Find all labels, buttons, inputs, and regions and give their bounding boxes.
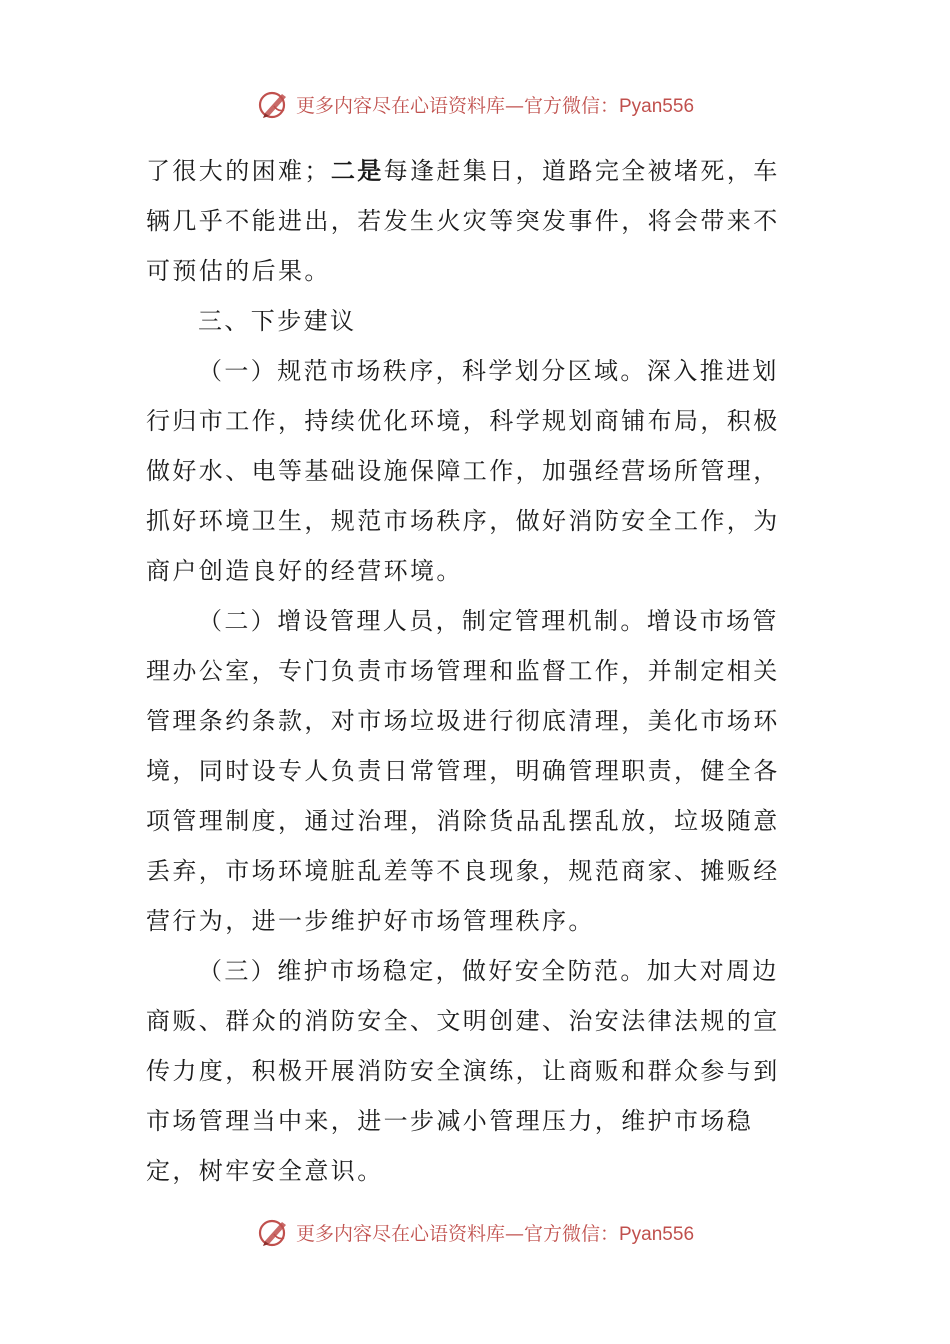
section-heading: 三、下步建议 xyxy=(198,307,357,335)
paragraph-continuation xyxy=(146,146,786,296)
banner-text xyxy=(296,91,694,118)
paragraph-2: （二）增设管理人员，制定管理机制。增设市场管理办公室，专门负责市场管理和监督工作，并制定相关管理条约条款，对市场垃圾进行彻底清理，美化市场环境，同时设专人负责日常管理，明确管理职责，健全各项管理制度，通过治理，消除货品乱摆乱放，垃圾随意丢弃，市场环境脏乱差等不良现象，规范商家、摊贩经营行为，进一步维护好市场管理秩序。 xyxy=(146,607,780,935)
bold-text-run: 二是 xyxy=(330,156,384,185)
paragraph-1: （一）规范市场秩序，科学划分区域。深入推进划行归市工作，持续优化环境，科学规划商铺布局，积极做好水、电等基础设施保障工作，加强经营场所管理，抓好环境卫生，规范市场秩序，做好消防安全工作，为商户创造良好的经营环境。 xyxy=(146,357,780,585)
paragraph-3: （三）维护市场稳定，做好安全防范。加大对周边商贩、群众的消防安全、文明创建、治安法律法规的宣传力度，积极开展消防安全演练，让商贩和群众参与到市场管理当中来，进一步减小管理压力，维护市场稳定，树牢安全意识。 xyxy=(146,957,780,1185)
text-run: 每逢赶集日，道路完全被堵死，车辆几乎不能进出，若发生火灾等突发事件，将会带来不可预估的后果。 xyxy=(146,157,780,285)
wechat-id: Pyan556 xyxy=(619,1223,695,1245)
header-banner xyxy=(0,84,950,124)
text-run: 了很大的困难； xyxy=(146,157,331,185)
pen-logo-icon xyxy=(256,86,292,122)
footer-banner xyxy=(0,1212,950,1252)
document-body xyxy=(146,146,786,1196)
banner-label: 更多内容尽在心语资料库—官方微信： xyxy=(295,94,619,117)
banner-text xyxy=(296,1219,694,1246)
pen-logo-icon xyxy=(256,1214,292,1250)
banner-label: 更多内容尽在心语资料库—官方微信： xyxy=(295,1222,619,1245)
wechat-id: Pyan556 xyxy=(619,95,695,117)
